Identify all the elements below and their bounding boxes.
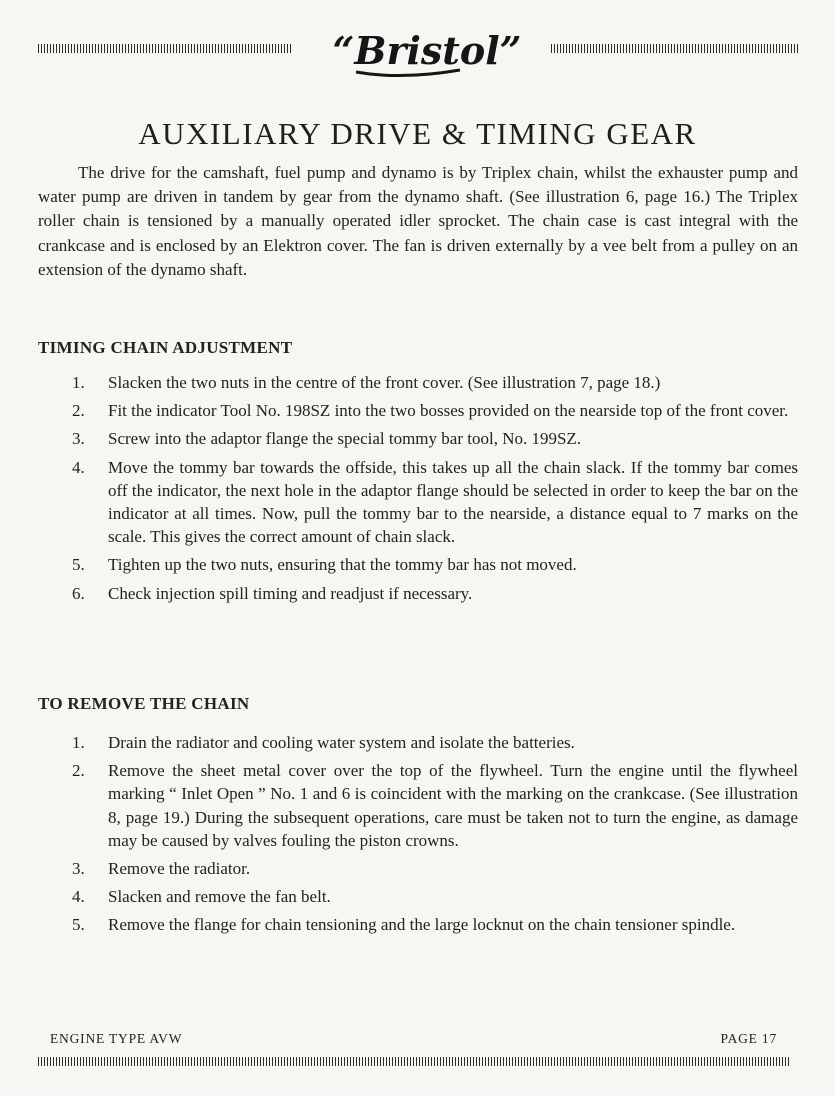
header-rule-right bbox=[551, 44, 798, 53]
footer-rule bbox=[38, 1057, 790, 1066]
step-number: 3. bbox=[72, 859, 85, 879]
step-number: 4. bbox=[72, 457, 85, 477]
step-text: Remove the sheet metal cover over the top of the flywheel. Turn the engine until the flywheel marking “ Inlet Open ” No. 1 and 6 is coincident with the marking on the crankcase. (See illustration 8, page 19.) During the subsequent operations, care must be taken not to turn the engine, as damage may be caused by valves fouling the piston crowns. bbox=[108, 761, 798, 850]
list-item bbox=[72, 885, 798, 908]
list-item bbox=[72, 456, 798, 549]
remove-chain-steps bbox=[72, 731, 798, 942]
footer-page-number: PAGE 17 bbox=[720, 1031, 777, 1046]
list-item bbox=[72, 731, 798, 754]
section-heading-timing-chain-adjustment: TIMING CHAIN ADJUSTMENT bbox=[38, 338, 293, 357]
step-text: Drain the radiator and cooling water system and isolate the batteries. bbox=[108, 733, 575, 752]
list-item bbox=[72, 371, 798, 394]
footer-engine-type: ENGINE TYPE AVW bbox=[50, 1031, 183, 1046]
step-text: Screw into the adaptor flange the special tommy bar tool, No. 199SZ. bbox=[108, 429, 582, 449]
header-rule-left bbox=[38, 44, 292, 53]
step-text: Move the tommy bar towards the offside, this takes up all the chain slack. If the tommy bar comes off the indicator, the next hole in the adaptor flange should be selected in order to keep the bar on the indicator at all times. Now, pull the tommy bar to the nearside, a distance equal to 7 marks on the scale. This gives the correct amount of chain slack. bbox=[108, 457, 798, 547]
list-item bbox=[72, 759, 798, 852]
intro-paragraph: The drive for the camshaft, fuel pump and dynamo is by Triplex chain, whilst the exhauster pump and water pump are driven in tandem by gear from the dynamo shaft. (See illustration 6, page 16.) The Triplex roller chain is tensioned by a manually operated idler sprocket. The chain case is cast integral with the crankcase and is enclosed by an Elektron cover. The fan is driven externally by a vee belt from a pulley on an extension of the dynamo shaft. bbox=[38, 163, 798, 279]
step-number: 5. bbox=[72, 915, 85, 935]
step-number: 2. bbox=[72, 761, 85, 781]
step-text: Fit the indicator Tool No. 198SZ into the two bosses provided on the nearside top of the front cover. bbox=[108, 401, 789, 421]
svg-text:“Bristol”: “Bristol” bbox=[332, 28, 522, 73]
step-number: 1. bbox=[72, 733, 85, 752]
step-number: 5. bbox=[72, 555, 85, 575]
list-item bbox=[72, 553, 798, 576]
step-text: Slacken the two nuts in the centre of the front cover. (See illustration 7, page 18.) bbox=[108, 373, 661, 392]
page-title: AUXILIARY DRIVE & TIMING GEAR bbox=[138, 116, 697, 151]
list-item bbox=[72, 582, 798, 605]
list-item bbox=[72, 913, 798, 936]
step-number: 4. bbox=[72, 887, 85, 907]
step-text: Check injection spill timing and readjust if necessary. bbox=[108, 583, 473, 603]
list-item bbox=[72, 399, 798, 422]
list-item bbox=[72, 857, 798, 880]
step-text: Remove the flange for chain tensioning and the large locknut on the chain tensioner spindle. bbox=[108, 915, 736, 935]
list-item bbox=[72, 427, 798, 450]
step-text: Remove the radiator. bbox=[108, 859, 251, 879]
section-heading-remove-chain: TO REMOVE THE CHAIN bbox=[38, 694, 250, 713]
step-number: 3. bbox=[72, 429, 85, 449]
bristol-logo bbox=[332, 22, 522, 82]
bristol-logo-mark bbox=[332, 22, 522, 82]
step-text: Slacken and remove the fan belt. bbox=[108, 887, 331, 907]
step-number: 6. bbox=[72, 583, 85, 603]
timing-chain-steps bbox=[72, 371, 798, 610]
step-number: 1. bbox=[72, 373, 85, 392]
step-text: Tighten up the two nuts, ensuring that the tommy bar has not moved. bbox=[108, 555, 577, 575]
step-number: 2. bbox=[72, 401, 85, 421]
